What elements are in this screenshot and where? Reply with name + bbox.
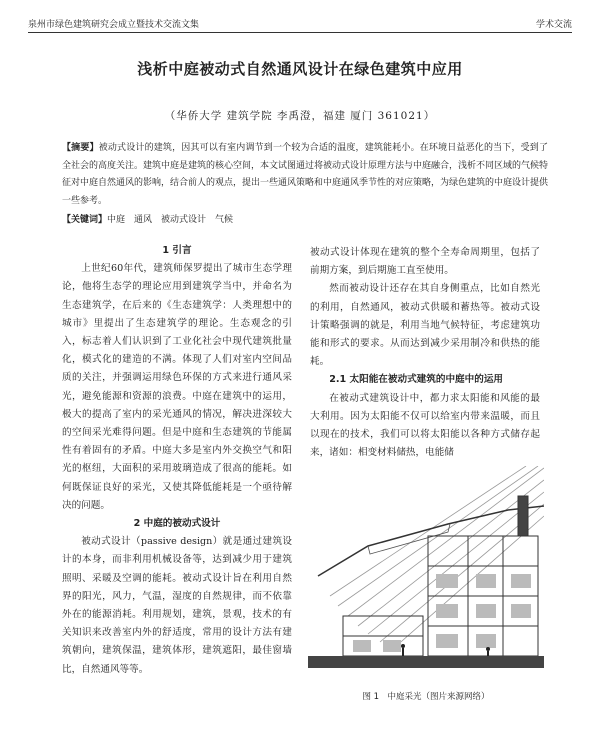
left-column: [62, 242, 292, 679]
keywords: [62, 213, 548, 227]
figure-caption: 图 1 中庭采光（图片来源网络）: [362, 692, 490, 702]
paragraph-solar: 在被动式建筑设计中，都力求太阳能和风能的最大利用。因为太阳能不仅可以给室内带来温暖，而且以现在的技术，我们可以将太阳能以各种方式储存起来，诸如：相变材料储热，电能储: [310, 392, 540, 459]
paragraph-lifecycle: 被动式设计体现在建筑的整个全寿命周期里，包括了前期方案，到后期施工直至使用。: [310, 247, 540, 277]
subsection-heading-solar: 2.1 太阳能在被动式建筑的中庭中的运用: [329, 374, 504, 386]
paper-title: 浅析中庭被动式自然通风设计在绿色建筑中应用: [137, 60, 463, 78]
header-section-label: 学术交流: [535, 20, 572, 30]
abstract: [62, 140, 548, 210]
paragraph-introduction: 上世纪60年代，建筑师保罗提出了城市生态学理论，他将生态学的理论应用到建筑学当中，并命名为生态建筑学，在后来的《生态建筑学：人类理想中的城市》里提出了生态建筑学的理论。生态观念的引入，标志着人们认识到了工业化社会中现代建筑批量化，模式化的建造的不满。体现了人们对室内空间品质的关注，并强调运用绿色环保的方式来进行通风采光，避免能源和资源的浪费。中庭在建筑中的运用，极大的提高了室内的采光通风的情况，解决进深较大的空间采光难得问题。但是中庭和生态建筑的节能属性有着固有的矛盾。中庭大多是室内外交换空气和阳光的枢纽，大面积的采用玻璃造成了很高的能耗。如何既保证良好的采光，又使其降低能耗是一个亟待解决的问题。: [62, 263, 292, 511]
author-affiliation: （华侨大学 建筑学院 李禹澄，福建 厦门 361021）: [164, 110, 436, 122]
paragraph-passive-design: 被动式设计（passive design）就是通过建筑设计的本身，而非利用机械设备等，达到减少用于建筑照明、采暖及空调的能耗。被动式设计旨在利用自然界的阳光，风力，气温，湿度的自然规律，而不依靠外在的能源消耗。利用规划，建筑，景观，技术的有关知识来改善室内外的舒适度，常用的设计方法有建筑朝向，建筑保温，建筑体形，建筑遮阳，最佳窗墙比，自然通风等等。: [62, 536, 292, 675]
abstract-text: 被动式设计的建筑，因其可以有室内调节到一个较为合适的温度，建筑能耗小。在环境日益恶化的当下，受到了全社会的高度关注。建筑中庭是建筑的核心空间，本文试图通过将被动式设计原理方法与中庭融合，浅析不同区域的气候特征对中庭自然通风的影响，结合前人的观点，提出一些通风策略和中庭通风季节性的对应策略，为绿色建筑的中庭设计提供一些参考。: [62, 143, 549, 206]
running-header: [28, 12, 572, 33]
keywords-label: 【关键词】: [62, 215, 108, 225]
abstract-label: 【摘要】: [62, 143, 99, 153]
right-column: [310, 244, 540, 462]
header-journal-name: 泉州市绿色建筑研究会成立暨技术交流文集: [28, 20, 200, 30]
atrium-daylight-figure: [308, 466, 544, 676]
keywords-text: 中庭 通风 被动式设计 气候: [107, 215, 234, 225]
paragraph-passive-focus: 然而被动设计还存在其自身侧重点，比如自然光的利用，自然通风，被动式供暖和蓄热等。被动式设计策略强调的就是，利用当地气候特征，考虑建筑功能和形式的要求。从而达到减少采用制冷和供热的能耗。: [310, 283, 540, 368]
section-heading-passive-design: 2 中庭的被动式设计: [133, 518, 221, 530]
ground: [308, 656, 544, 668]
section-heading-introduction: 1 引言: [162, 245, 192, 256]
